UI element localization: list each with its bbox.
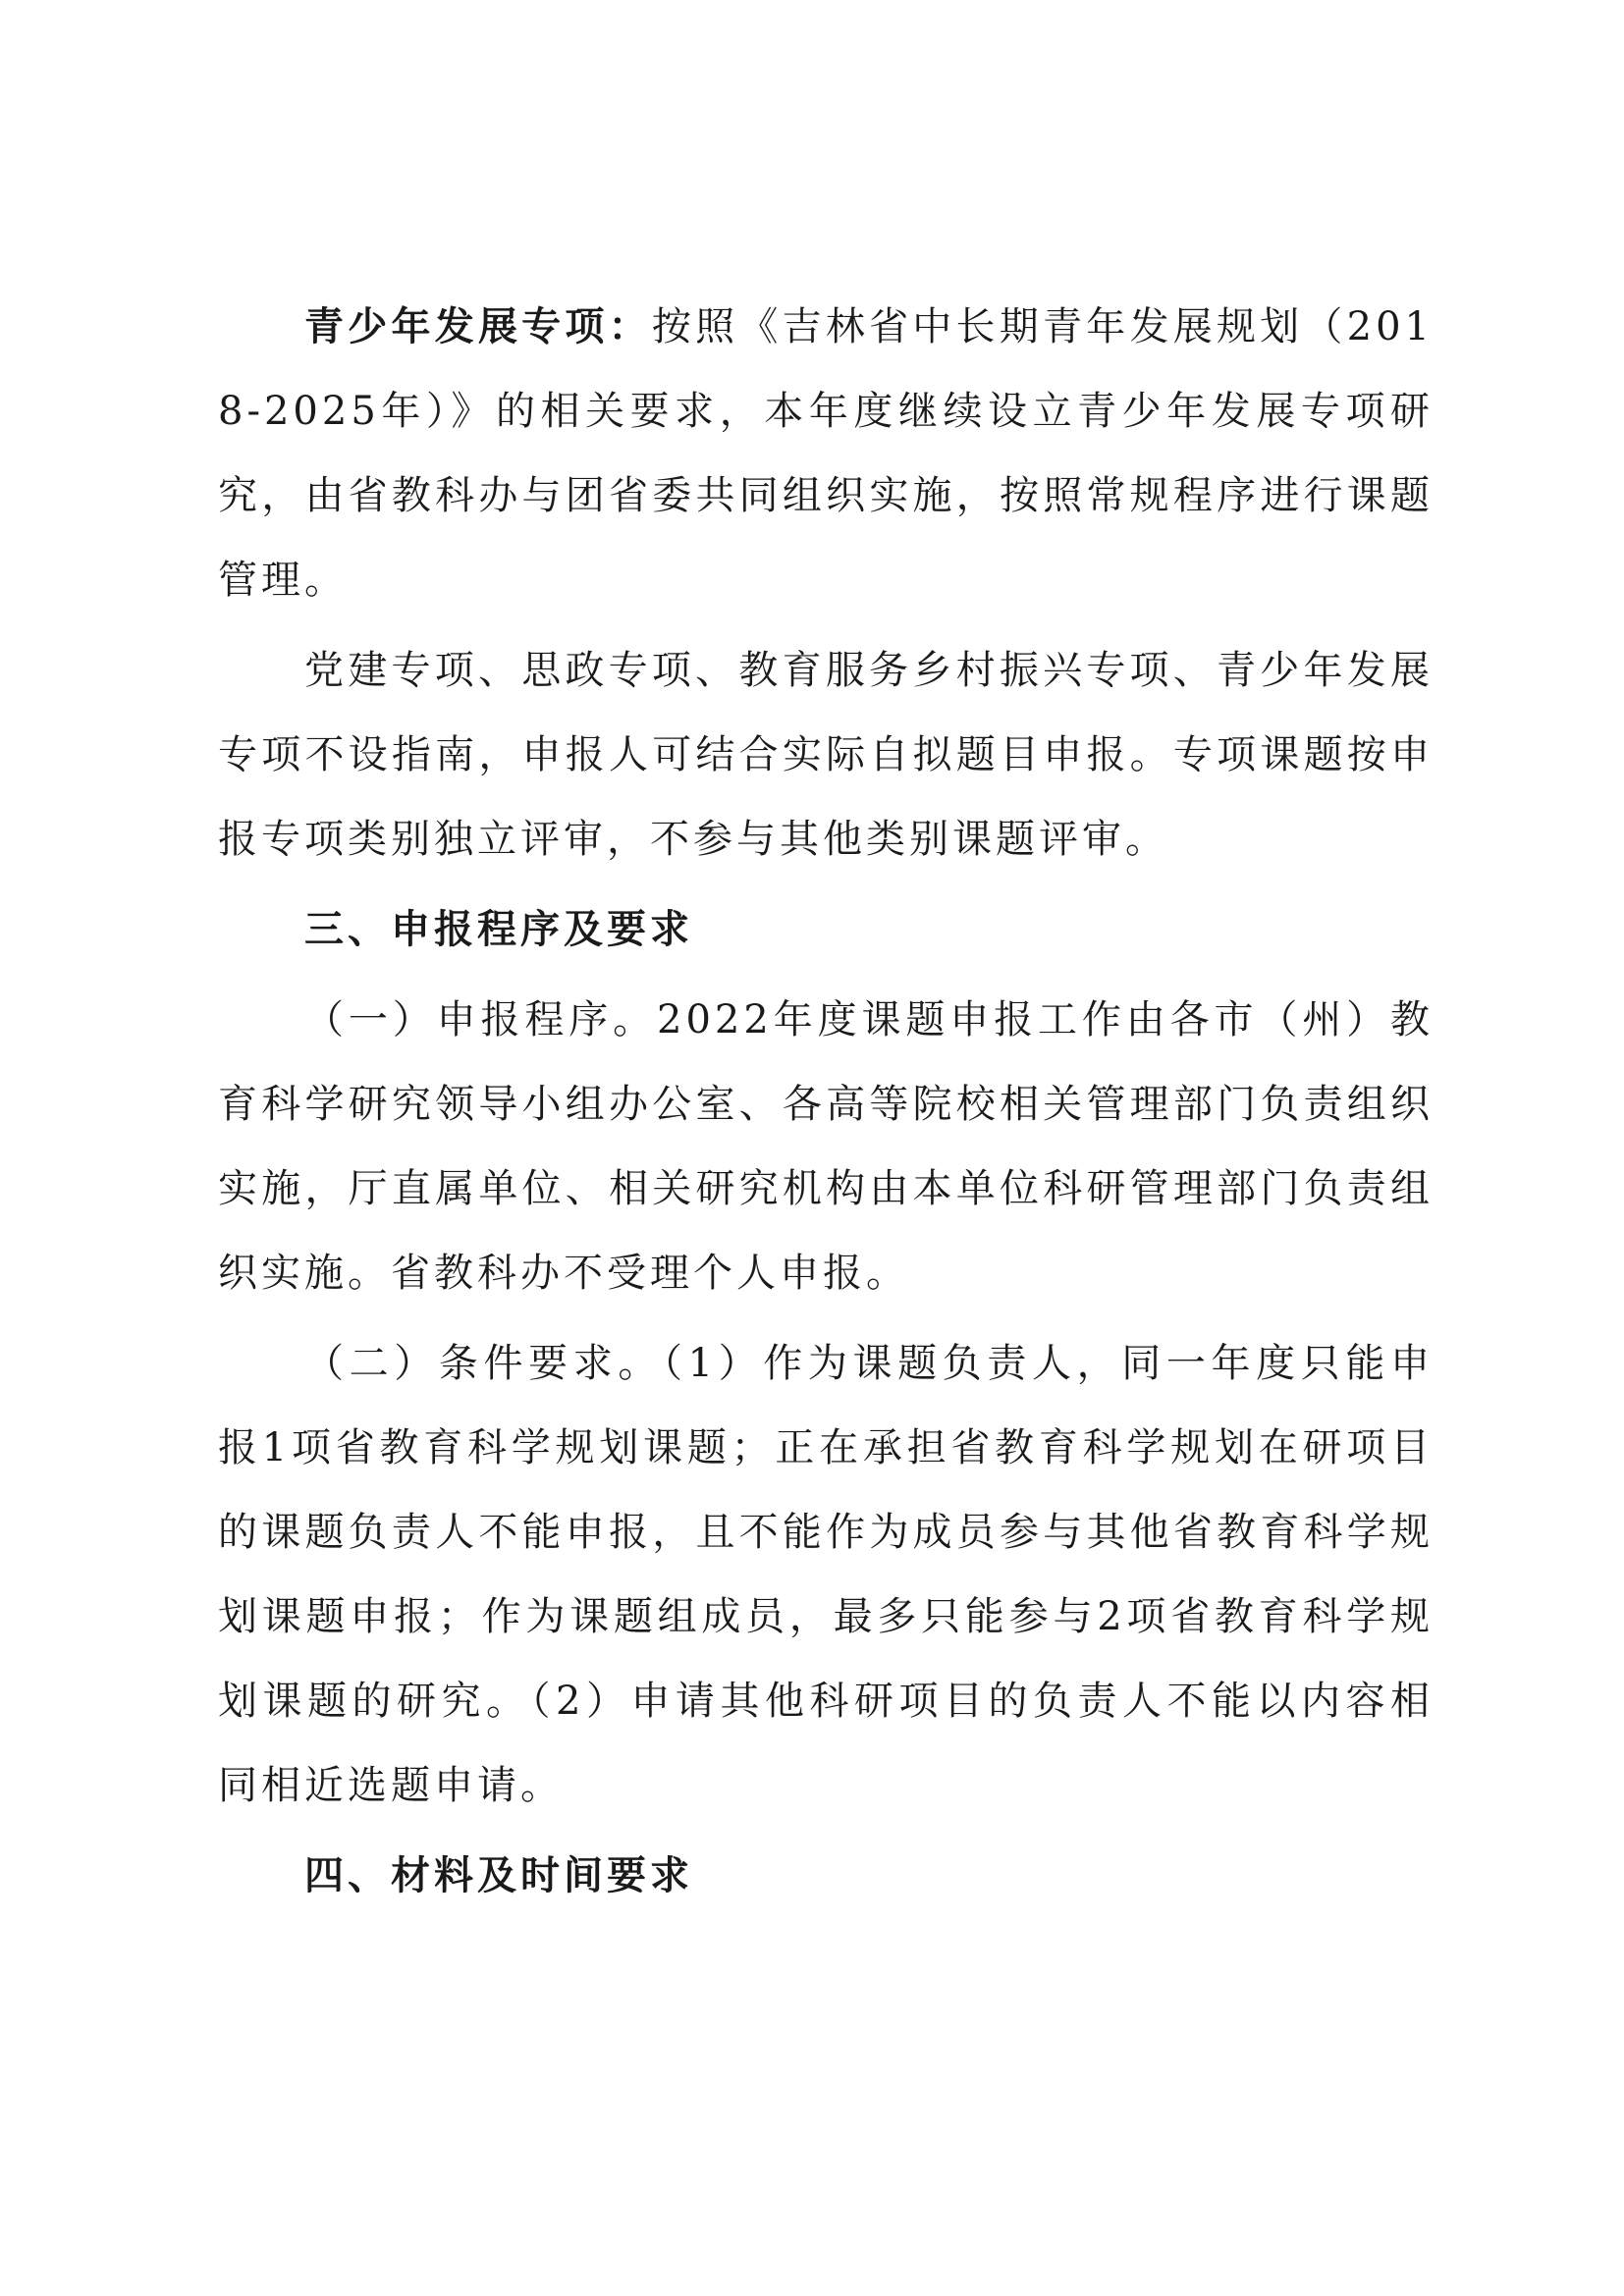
paragraph-youth-development bbox=[218, 285, 1434, 622]
paragraph-lead-label: 青少年发展专项： bbox=[304, 304, 652, 349]
section-heading-application-procedure: 三、申报程序及要求 bbox=[304, 907, 693, 952]
section-heading-materials-timing: 四、材料及时间要求 bbox=[304, 1853, 693, 1898]
paragraph-application-procedure: （一）申报程序。2022年度课题申报工作由各市（州）教育科学研究领导小组办公室、各高等院校相关管理部门负责组织实施，厅直属单位、相关研究机构由本单位科研管理部门负责组织实施。省教科办不受理个人申报。 bbox=[218, 997, 1434, 1296]
paragraph-text: 按照《吉林省中长期青年发展规划（2018-2025年）》的相关要求，本年度继续设立青少年发展专项研究，由省教科办与团省委共同组织实施，按照常规程序进行课题管理。 bbox=[218, 304, 1434, 603]
document-body bbox=[218, 285, 1434, 1918]
paragraph-conditions: （二）条件要求。（1）作为课题负责人，同一年度只能申报1项省教育科学规划课题；正在承担省教育科学规划在研项目的课题负责人不能申报，且不能作为成员参与其他省教育科学规划课题申报；作为课题组成员，最多只能参与2项省教育科学规划课题的研究。（2）申请其他科研项目的负责人不能以内容相同相近选题申请。 bbox=[218, 1341, 1434, 1808]
paragraph-special-projects: 党建专项、思政专项、教育服务乡村振兴专项、青少年发展专项不设指南，申报人可结合实际自拟题目申报。专项课题按申报专项类别独立评审，不参与其他类别课题评审。 bbox=[218, 648, 1434, 862]
